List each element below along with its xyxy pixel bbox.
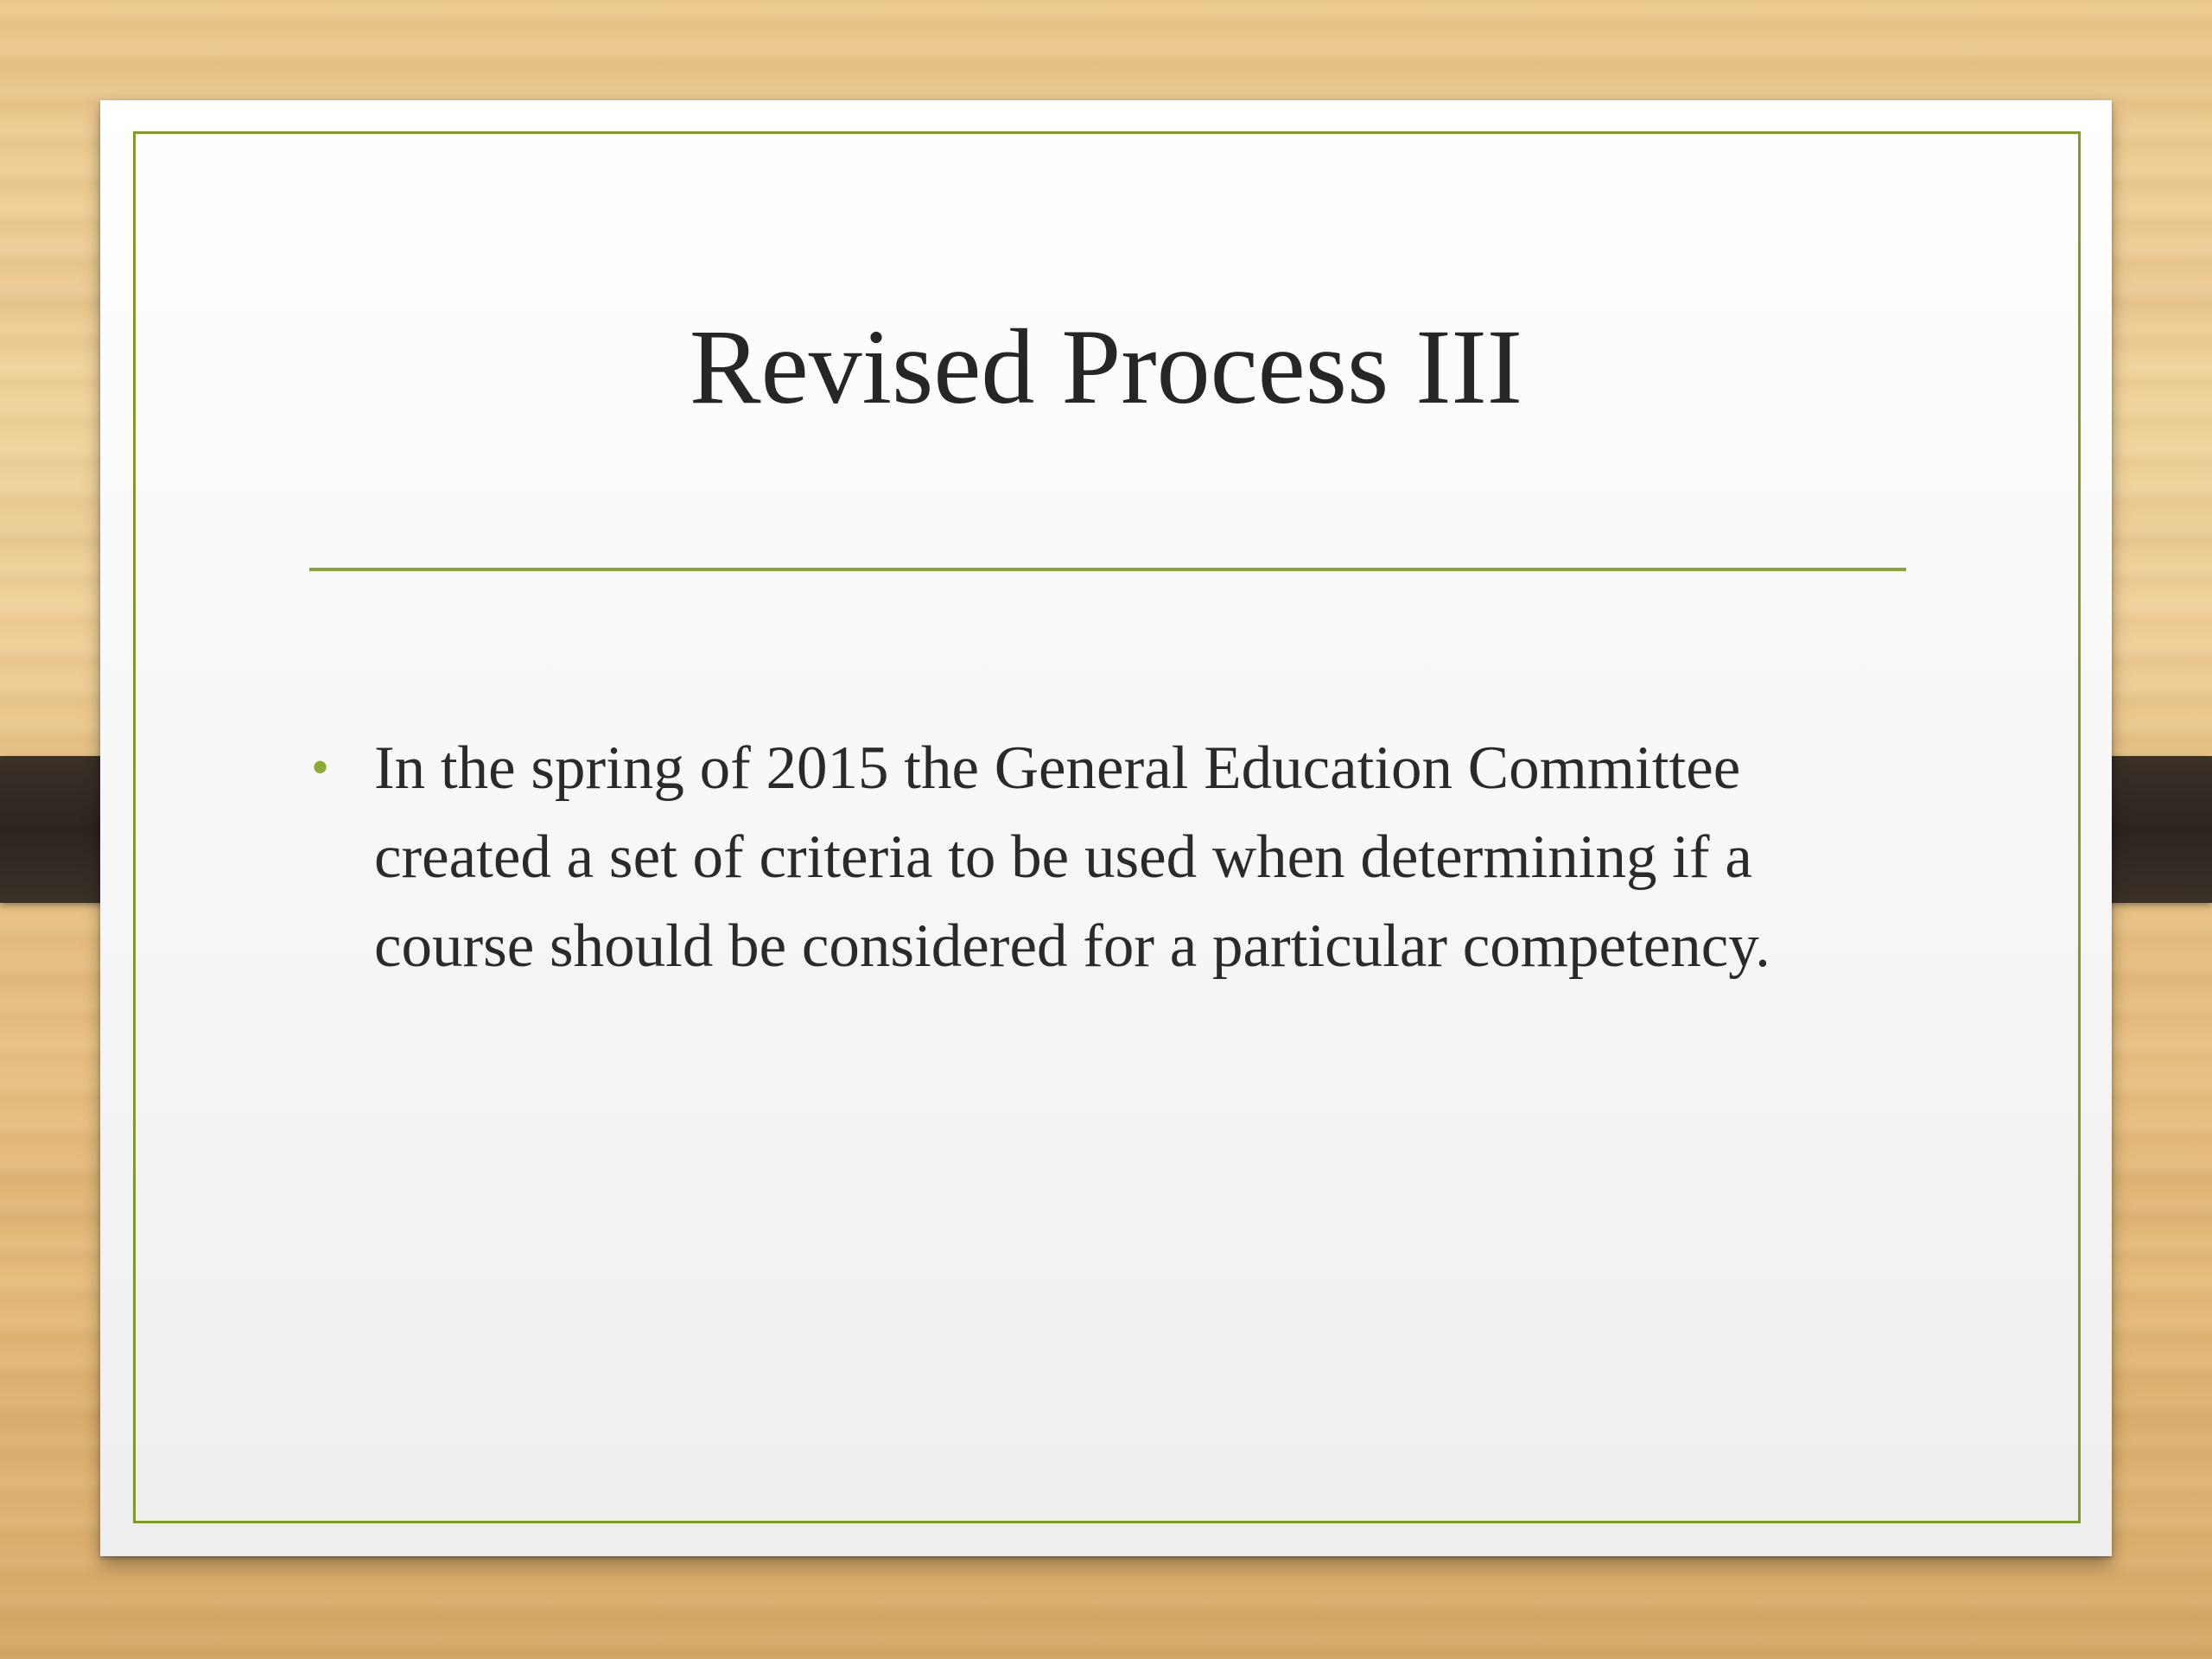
title-divider	[309, 568, 1906, 571]
slide-title: Revised Process III	[689, 308, 1523, 426]
slide-card	[100, 100, 2112, 1556]
bullet-dot-icon: •	[311, 739, 330, 796]
bullet-text: In the spring of 2015 the General Education Committee created a set of criteria to be used when determining if a course should be considered for a particular competency.	[374, 734, 1770, 980]
